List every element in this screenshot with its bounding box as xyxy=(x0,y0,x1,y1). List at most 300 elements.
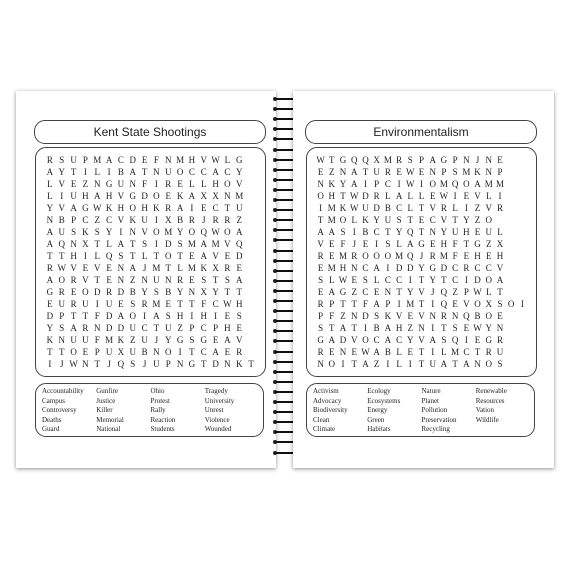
grid-letter: U xyxy=(82,335,89,345)
grid-letter: N xyxy=(224,191,231,201)
grid-letter: T xyxy=(141,167,148,177)
grid-letter: H xyxy=(339,263,347,273)
grid-letter: G xyxy=(82,203,89,213)
grid-letter: M xyxy=(152,299,161,309)
grid-letter: A xyxy=(235,227,243,237)
word-column xyxy=(422,387,476,435)
grid-letter: P xyxy=(329,299,335,309)
grid-letter: G xyxy=(485,335,492,345)
grid-letter: O xyxy=(164,347,172,357)
grid-letter: V xyxy=(235,179,243,189)
grid-letter: R xyxy=(373,191,380,201)
grid-letter: Z xyxy=(129,275,136,285)
grid-letter: H xyxy=(141,203,148,213)
grid-letter: A xyxy=(339,323,347,333)
open-book xyxy=(16,91,554,468)
grid-letter: D xyxy=(362,191,369,201)
grid-letter: T xyxy=(248,359,254,369)
grid-letter: I xyxy=(143,311,147,321)
word-list-item: Deaths xyxy=(42,415,62,424)
grid-letter: L xyxy=(407,191,414,201)
word-list-item: University xyxy=(204,396,235,405)
grid-letter: E xyxy=(474,227,481,237)
grid-letter: W xyxy=(223,299,232,309)
grid-letter: T xyxy=(47,347,53,357)
grid-letter: S xyxy=(318,323,324,333)
grid-letter: C xyxy=(200,347,207,357)
grid-letter: I xyxy=(178,347,182,357)
word-list-item: Gunfire xyxy=(96,387,119,395)
grid-letter: R xyxy=(165,203,172,213)
grid-letter: V xyxy=(58,203,65,213)
grid-letter: U xyxy=(105,347,113,357)
grid-letter: O xyxy=(317,191,324,201)
grid-letter: W xyxy=(57,263,66,273)
grid-letter: D xyxy=(129,155,136,165)
grid-letter: U xyxy=(429,359,436,369)
grid-letter: Y xyxy=(440,227,448,237)
grid-letter: M xyxy=(152,263,161,273)
grid-letter: D xyxy=(105,311,113,321)
grid-letter: D xyxy=(235,251,243,261)
grid-letter: N xyxy=(46,215,54,225)
grid-letter: T xyxy=(385,227,391,237)
grid-letter: Q xyxy=(451,335,459,345)
grid-letter: T xyxy=(407,215,414,225)
grid-letter: Z xyxy=(373,359,380,369)
grid-letter: M xyxy=(484,179,493,189)
grid-letter: I xyxy=(190,203,194,213)
grid-letter: S xyxy=(177,239,183,249)
grid-letter: P xyxy=(497,167,503,177)
grid-letter: T xyxy=(441,323,447,333)
grid-letter xyxy=(517,190,528,202)
grid-letter: T xyxy=(177,251,183,261)
coil-wire xyxy=(275,108,295,110)
coil-wire xyxy=(275,229,295,231)
grid-letter: L xyxy=(396,239,402,249)
grid-letter: L xyxy=(418,191,425,201)
grid-letter xyxy=(506,166,517,178)
grid-letter: N xyxy=(93,323,101,333)
word-list-item: Energy xyxy=(367,406,388,414)
grid-letter: X xyxy=(200,287,207,297)
grid-letter: L xyxy=(385,191,391,201)
grid-letter: E xyxy=(497,155,503,165)
grid-letter: N xyxy=(117,275,125,285)
grid-letter: S xyxy=(130,299,136,309)
grid-letter xyxy=(245,286,257,298)
grid-letter: M xyxy=(164,227,173,237)
grid-letter: E xyxy=(236,323,242,333)
grid-letter: P xyxy=(59,311,65,321)
grid-letter: P xyxy=(189,323,195,333)
grid-letter xyxy=(517,358,528,370)
grid-letter: O xyxy=(485,359,492,369)
grid-letter: H xyxy=(474,251,481,261)
grid-letter: E xyxy=(177,179,183,189)
grid-letter: E xyxy=(317,167,324,177)
grid-letter: E xyxy=(106,263,112,273)
grid-letter: V xyxy=(235,335,243,345)
grid-letter: M xyxy=(327,203,336,213)
grid-letter: L xyxy=(141,251,148,261)
grid-letter: Z xyxy=(452,287,458,297)
grid-letter: J xyxy=(107,359,111,369)
grid-letter: A xyxy=(317,227,324,237)
grid-letter: L xyxy=(47,179,53,189)
grid-letter: T xyxy=(418,299,425,309)
grid-letter: T xyxy=(441,275,447,285)
grid-letter: X xyxy=(212,263,219,273)
grid-letter: W xyxy=(406,167,415,177)
grid-letter: N xyxy=(317,359,324,369)
grid-letter xyxy=(517,346,528,358)
grid-letter: A xyxy=(46,227,54,237)
grid-letter: A xyxy=(70,203,77,213)
grid-letter xyxy=(506,238,517,250)
grid-letter: U xyxy=(373,167,380,177)
grid-letter: W xyxy=(338,275,348,285)
grid-letter: V xyxy=(93,263,101,273)
grid-letter: W xyxy=(473,323,482,333)
grid-letter: I xyxy=(498,191,502,201)
grid-letter: Q xyxy=(235,239,243,249)
grid-letter: Z xyxy=(82,179,89,189)
coil-wire xyxy=(275,118,295,120)
grid-letter: N xyxy=(164,275,172,285)
grid-letter: H xyxy=(117,203,125,213)
grid-letter: V xyxy=(82,275,89,285)
grid-letter: T xyxy=(418,227,425,237)
grid-letter: L xyxy=(373,275,380,285)
grid-letter: E xyxy=(329,251,335,261)
grid-letter: T xyxy=(212,275,219,285)
grid-letter: C xyxy=(362,287,369,297)
grid-letter: I xyxy=(464,335,468,345)
grid-letter: I xyxy=(83,167,87,177)
grid-letter: O xyxy=(485,275,492,285)
grid-letter: J xyxy=(142,359,147,369)
grid-letter: Y xyxy=(407,287,414,297)
grid-letter: O xyxy=(153,227,160,237)
grid-letter: B xyxy=(141,347,148,357)
grid-letter: P xyxy=(441,167,447,177)
coil-wire xyxy=(275,280,295,282)
grid-letter: E xyxy=(47,299,53,309)
coil-wire xyxy=(275,209,295,211)
word-list-item: Killer xyxy=(96,406,113,414)
grid-letter: C xyxy=(429,215,436,225)
grid-letter: O xyxy=(153,191,160,201)
grid-letter: S xyxy=(153,287,159,297)
word-list-item: Ecosystems xyxy=(367,396,401,405)
grid-letter: S xyxy=(130,359,136,369)
grid-letter: E xyxy=(106,275,112,285)
grid-letter: N xyxy=(176,359,184,369)
grid-letter: B xyxy=(177,215,184,225)
coil-wire xyxy=(275,452,295,454)
grid-letter: P xyxy=(71,215,77,225)
grid-letter xyxy=(517,226,528,238)
grid-letter: W xyxy=(69,359,78,369)
grid-letter: T xyxy=(351,299,357,309)
coil-wire xyxy=(275,371,295,373)
grid-letter: D xyxy=(339,335,347,345)
grid-letter: B xyxy=(165,287,172,297)
grid-letter xyxy=(506,346,517,358)
grid-letter: N xyxy=(164,155,172,165)
grid-letter: I xyxy=(154,179,158,189)
grid-letter: G xyxy=(474,239,481,249)
grid-letter: K xyxy=(200,263,207,273)
grid-letter: Z xyxy=(486,239,492,249)
coil-wire xyxy=(275,239,295,241)
grid-letter: N xyxy=(485,167,492,177)
grid-letter: R xyxy=(351,251,358,261)
grid-letter: L xyxy=(452,203,458,213)
grid-letter: A xyxy=(46,275,54,285)
grid-letter xyxy=(245,322,257,334)
grid-letter: S xyxy=(407,155,413,165)
grid-letter: T xyxy=(396,287,402,297)
grid-letter: M xyxy=(235,191,244,201)
grid-letter: P xyxy=(463,287,469,297)
grid-letter: N xyxy=(474,359,481,369)
grid-letter: L xyxy=(486,191,492,201)
grid-letter: A xyxy=(188,191,196,201)
coil-wire xyxy=(275,381,295,383)
grid-letter: N xyxy=(93,179,101,189)
grid-letter: N xyxy=(339,167,347,177)
grid-letter: G xyxy=(105,179,113,189)
grid-letter: L xyxy=(441,347,447,357)
grid-letter: A xyxy=(200,239,207,249)
grid-letter: R xyxy=(165,179,172,189)
grid-letter: N xyxy=(141,275,148,285)
grid-letter: I xyxy=(431,323,435,333)
grid-letter: R xyxy=(106,287,113,297)
grid-letter: E xyxy=(165,299,171,309)
grid-letter: K xyxy=(328,179,336,189)
grid-letter: A xyxy=(224,335,231,345)
grid-letter: T xyxy=(224,287,231,297)
grid-letter: M xyxy=(211,239,220,249)
grid-letter: N xyxy=(82,359,89,369)
grid-letter: G xyxy=(440,155,448,165)
grid-letter: O xyxy=(224,179,231,189)
grid-letter: I xyxy=(520,299,524,309)
grid-letter xyxy=(506,322,517,334)
grid-letter: Z xyxy=(351,287,357,297)
grid-letter: E xyxy=(82,347,89,357)
grid-letter: O xyxy=(463,179,470,189)
grid-letter: W xyxy=(349,203,359,213)
grid-letter: W xyxy=(349,191,359,201)
grid-letter xyxy=(506,274,517,286)
grid-letter: C xyxy=(224,167,231,177)
coil-wire xyxy=(275,300,295,302)
grid-letter: V xyxy=(418,335,425,345)
grid-letter xyxy=(517,310,528,322)
grid-letter: T xyxy=(177,299,183,309)
grid-letter: M xyxy=(187,263,196,273)
grid-letter: T xyxy=(189,347,195,357)
grid-letter: I xyxy=(397,179,401,189)
word-column xyxy=(313,387,367,435)
grid-letter xyxy=(245,190,257,202)
word-list-item: Tragedy xyxy=(204,387,228,395)
grid-letter: O xyxy=(373,251,380,261)
grid-letter: V xyxy=(440,215,448,225)
grid-letter: A xyxy=(235,275,243,285)
grid-letter: T xyxy=(129,251,136,261)
grid-letter: T xyxy=(153,323,160,333)
grid-letter: I xyxy=(60,191,64,201)
grid-letter: T xyxy=(329,155,335,165)
grid-letter: C xyxy=(373,335,380,345)
grid-letter: T xyxy=(317,215,324,225)
grid-letter: S xyxy=(452,323,458,333)
grid-letter: T xyxy=(224,203,231,213)
word-list-item: Violence xyxy=(204,415,230,424)
grid-letter: Y xyxy=(339,179,347,189)
grid-letter: Z xyxy=(474,203,481,213)
grid-letter: T xyxy=(452,359,458,369)
grid-letter: A xyxy=(93,191,101,201)
grid-letter: S xyxy=(497,299,503,309)
grid-letter: D xyxy=(407,263,414,273)
grid-letter: L xyxy=(94,167,100,177)
grid-letter: T xyxy=(236,287,242,297)
grid-letter: X xyxy=(82,239,89,249)
grid-letter xyxy=(517,154,528,166)
grid-letter: I xyxy=(386,263,390,273)
grid-letter: H xyxy=(200,311,207,321)
grid-letter: Q xyxy=(350,155,358,165)
grid-letter: S xyxy=(71,227,77,237)
grid-letter: I xyxy=(119,227,123,237)
grid-letter: N xyxy=(496,323,504,333)
grid-letter: J xyxy=(419,251,424,261)
grid-letter: V xyxy=(496,263,504,273)
grid-letter: K xyxy=(384,311,392,321)
grid-letter: G xyxy=(317,335,324,345)
grid-letter: E xyxy=(224,347,231,357)
grid-letter: E xyxy=(486,251,492,261)
grid-letter: B xyxy=(474,311,481,321)
grid-letter: M xyxy=(495,179,504,189)
grid-letter: C xyxy=(200,167,207,177)
grid-letter: H xyxy=(70,251,77,261)
grid-letter: V xyxy=(350,335,358,345)
grid-letter xyxy=(517,334,528,346)
grid-letter xyxy=(506,250,517,262)
grid-letter: M xyxy=(451,347,460,357)
word-column xyxy=(205,387,259,435)
grid-letter: A xyxy=(328,335,336,345)
grid-letter: M xyxy=(339,251,348,261)
grid-letter: E xyxy=(236,263,242,273)
grid-letter: U xyxy=(164,323,172,333)
coil-wire xyxy=(275,128,295,130)
grid-letter: X xyxy=(200,191,207,201)
grid-letter: Z xyxy=(340,311,346,321)
grid-letter: K xyxy=(82,227,89,237)
grid-letter xyxy=(517,166,528,178)
grid-letter: T xyxy=(418,359,425,369)
grid-letter: Z xyxy=(329,167,335,177)
coil-wire xyxy=(275,138,295,140)
grid-letter: E xyxy=(200,203,207,213)
grid-letter: N xyxy=(384,287,392,297)
grid-letter: E xyxy=(224,311,231,321)
grid-letter xyxy=(245,202,257,214)
grid-letter: R xyxy=(429,251,436,261)
word-list-item: Nature xyxy=(421,387,441,395)
grid-letter: E xyxy=(362,239,369,249)
grid-letter: Z xyxy=(177,323,183,333)
grid-letter: C xyxy=(396,335,403,345)
grid-letter: O xyxy=(485,215,492,225)
grid-letter: W xyxy=(92,203,102,213)
grid-letter xyxy=(517,286,528,298)
grid-letter: F xyxy=(142,179,148,189)
grid-letter: G xyxy=(188,359,196,369)
grid-letter: C xyxy=(373,227,380,237)
grid-letter: A xyxy=(463,359,470,369)
grid-letter: S xyxy=(452,167,458,177)
grid-letter: O xyxy=(429,179,436,189)
grid-letter: A xyxy=(328,227,336,237)
coil-wire xyxy=(275,159,295,161)
grid-letter: Q xyxy=(463,311,470,321)
grid-letter: B xyxy=(58,215,65,225)
grid-letter: G xyxy=(235,155,243,165)
grid-letter: E xyxy=(418,215,425,225)
grid-letter: T xyxy=(153,251,160,261)
grid-letter: I xyxy=(319,203,323,213)
word-list-item: Recycling xyxy=(421,425,450,433)
grid-letter: Y xyxy=(418,263,425,273)
grid-letter: C xyxy=(463,347,470,357)
grid-letter: S xyxy=(59,323,65,333)
grid-letter: N xyxy=(153,167,160,177)
grid-letter: H xyxy=(395,323,403,333)
word-list-item: Vation xyxy=(475,406,495,414)
grid-letter xyxy=(245,346,257,358)
grid-letter: A xyxy=(212,167,219,177)
grid-letter: O xyxy=(164,251,172,261)
grid-letter: I xyxy=(431,347,435,357)
word-list-item: National xyxy=(96,425,121,433)
grid-letter: O xyxy=(384,251,392,261)
grid-letter xyxy=(506,190,517,202)
word-column xyxy=(42,387,96,435)
grid-letter: L xyxy=(351,215,357,225)
grid-letter: T xyxy=(497,287,503,297)
grid-letter: O xyxy=(129,203,136,213)
word-list-item: Rally xyxy=(150,406,166,414)
grid-letter: F xyxy=(201,299,207,309)
grid-letter: I xyxy=(214,311,218,321)
grid-letter: I xyxy=(352,227,356,237)
grid-letter: K xyxy=(129,215,136,225)
grid-letter: L xyxy=(396,347,402,357)
grid-letter: C xyxy=(200,323,207,333)
word-column xyxy=(367,387,421,435)
word-list-item: Preservation xyxy=(421,415,457,424)
